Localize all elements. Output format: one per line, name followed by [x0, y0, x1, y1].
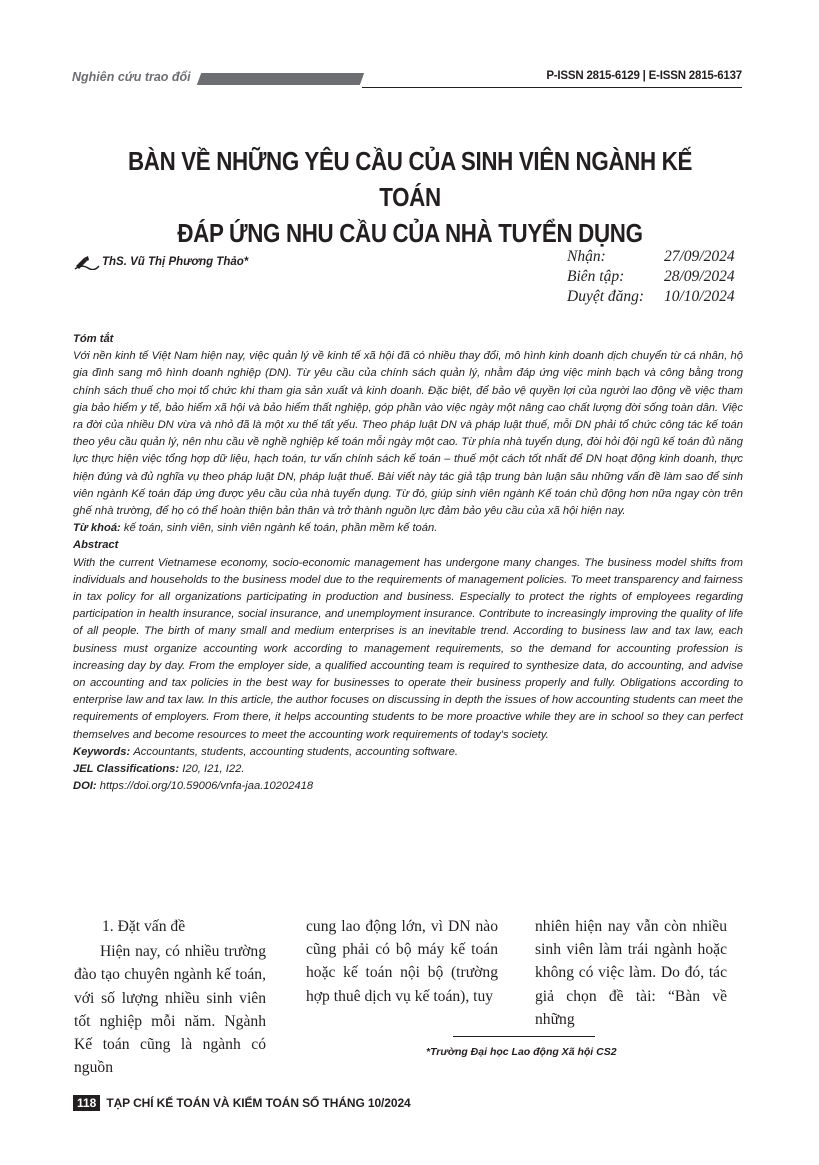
abstract-vi-text: Với nền kinh tế Việt Nam hiện nay, việc quản lý về kinh tế xã hội đã có nhiều thay đổi, mô hình kinh doanh dịch chuyển từ cá nhân, hộ gia đình sang mô hình doanh nghiệp (DN). Từ yêu cầu của chính sách quản lý, nhằm đáp ứng việc minh bạch và công bằng trong chính sách thuế cho mọi tổ chức khi tham gia sản xuất và kinh doanh. Đặc biệt, để bảo vệ quyền lợi của người lao động về việc tham gia bảo hiểm y tế, bảo hiểm xã hội và bảo hiểm thất nghiệp, góp phần vào việc ngày một nâng cao chất lượng đời sống toàn dân. Việc ra đời của nhiều DN vừa và nhỏ đã là một xu thế tất yếu. Theo pháp luật DN và pháp luật thuế, mỗi DN phải tổ chức công tác kế toán theo yêu cầu quản lý, nên nhu cầu về nghề nghiệp kế toán mỗi ngày một cao. Từ phía nhà tuyển dụng, đòi hỏi đội ngũ kế toán đủ năng lực thực hiện việc tổng hợp dữ liệu, hạch toán, tư vấn chính sách kế toán – thuế một cách tốt nhất để DN hoạt động kinh doanh, thực hiện đúng và đủ nghĩa vụ theo pháp luật DN, pháp luật thuế. Bài viết này tác giả tập trung bàn luận sâu những vấn đề làm sao để sinh viên ngành Kế toán đáp ứng được yêu cầu của nhà tuyển dụng. Từ đó, giúp sinh viên ngành Kế toán chủ động hơn nữa ngay còn trên ghế nhà trường, để họ có thể hoàn thiện bản thân và trở thành nguồn lực đảm bảo yêu cầu của xã hội hiện nay. — [73, 350, 743, 518]
keywords-en-value: Accountants, students, accounting students, accounting software. — [133, 745, 458, 758]
journal-name: TẠP CHÍ KẾ TOÁN VÀ KIỂM TOÁN SỐ THÁNG 10/2024 — [106, 1096, 411, 1110]
doi-link[interactable]: https://doi.org/10.59006/vnfa-jaa.10202418 — [99, 780, 314, 793]
date-value: 28/09/2024 — [664, 268, 735, 285]
title-line-2: ĐÁP ỨNG NHU CẦU CỦA NHÀ TUYỂN DỤNG — [177, 218, 643, 248]
body-paragraph: Hiện nay, có nhiều trường đào tạo chuyên ngành kế toán, với số lượng nhiều sinh viên tốt nghiệp mỗi năm. Ngành Kế toán cũng là ngành có nguồn — [74, 943, 266, 1077]
footnote: *Trường Đại học Lao động Xã hội CS2 — [426, 1046, 617, 1058]
abstract-en-text: With the current Vietnamese economy, socio-economic management has undergone many changes. The business model shifts from individuals and households to the business model due to the requirements of management policies. To meet transparency and fairness in tax policy for all organizations participating in production and business. Especially to protect the rights of employees regarding participation in health insurance, social insurance, and unemployment insurance. Contribute to increasingly improving the quality of life of all people. The birth of many small and medium enterprises is an inevitable trend. According to business law and tax law, each business must organize accounting work according to management requirements, so the demand for accounting profession is increasing day by day. From the employer side, a qualified accounting team is required to synthesize data, do accounting, and advise on accounting and tax policies in the best way for businesses to operate their business properly and fully. Obligations according to enterprise law and tax law. In this article, the author focuses on discussing in depth the issues of how accounting students can meet the requirements of employers. From there, it helps accounting students to be more proactive while they are in school so they can perfect themselves and become resources to meet the accounting work requirements of today's society. — [73, 556, 743, 741]
page-number: 118 — [73, 1095, 100, 1111]
body-column-2: cung lao động lớn, vì DN nào cũng phải có bộ máy kế toán hoặc kế toán nội bộ (trường hợp thuê dịch vụ kế toán), tuy — [306, 918, 498, 1005]
keywords-en — [73, 744, 743, 761]
date-value: 10/10/2024 — [664, 288, 735, 305]
keywords-en-label: Keywords: — [73, 745, 131, 758]
doi-label: DOI: — [73, 780, 97, 793]
footnote-rule — [453, 1036, 595, 1037]
header-rule — [362, 87, 742, 88]
date-row-received — [567, 247, 735, 267]
abstract-en-heading: Abstract — [73, 539, 119, 552]
doi-line — [73, 778, 743, 795]
body-column-1 — [74, 915, 266, 1079]
jel-classification — [73, 761, 743, 778]
date-label: Biên tập: — [567, 268, 625, 285]
section-label: Nghiên cứu trao đổi — [72, 70, 191, 84]
date-label: Duyệt đăng: — [567, 288, 645, 305]
pen-icon — [74, 254, 100, 270]
dates-block — [567, 247, 735, 307]
author-name: ThS. Vũ Thị Phương Thảo* — [102, 256, 249, 268]
date-label: Nhận: — [567, 248, 606, 265]
body-column-3: nhiên hiện nay vẫn còn nhiều sinh viên làm trái ngành hoặc không có việc làm. Do đó, tác giả chọn đề tài: “Bàn về những — [535, 918, 727, 1028]
section-heading: 1. Đặt vấn đề — [102, 918, 186, 935]
jel-value: I20, I21, I22. — [182, 763, 245, 776]
author-line — [74, 254, 248, 270]
abstract-vi-heading: Tóm tắt — [73, 333, 114, 345]
date-row-edited — [567, 267, 735, 287]
abstract-block — [73, 331, 743, 795]
keywords-vi-label: Từ khoá: — [73, 522, 121, 535]
date-value: 27/09/2024 — [664, 248, 735, 265]
jel-label: JEL Classifications: — [73, 763, 180, 776]
issn-label: P-ISSN 2815-6129 | E-ISSN 2815-6137 — [546, 70, 742, 82]
article-title — [109, 143, 711, 251]
running-header — [72, 70, 742, 90]
page-footer — [73, 1095, 411, 1111]
header-bar — [197, 73, 364, 85]
keywords-vi — [73, 520, 743, 537]
title-line-1: BÀN VỀ NHỮNG YÊU CẦU CỦA SINH VIÊN NGÀNH KẾ TOÁN — [127, 146, 693, 212]
date-row-approved — [567, 287, 735, 307]
keywords-vi-value: kế toán, sinh viên, sinh viên ngành kế toán, phần mềm kế toán. — [123, 522, 438, 535]
